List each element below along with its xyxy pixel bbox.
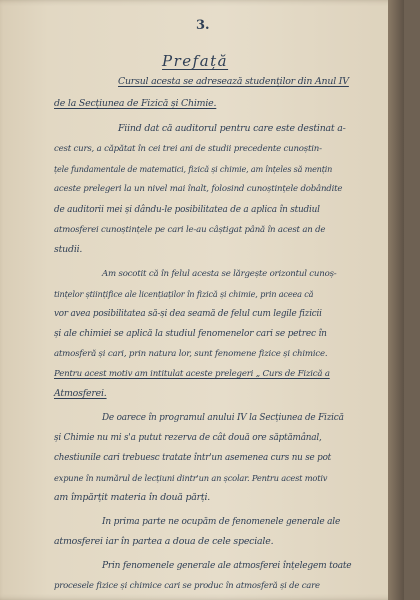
text-line: studii. xyxy=(54,244,83,255)
text-line: și ale chimiei se aplică la studiul fenomenelor cari se petrec în xyxy=(54,329,327,339)
text-line: cest curs, a căpătat în cei trei ani de studii precedente cunoștin- xyxy=(54,144,322,154)
text-line: Am socotit că în felul acesta se lărgește orizontul cunoș- xyxy=(102,269,337,279)
text-line: și Chimie nu mi s'a putut rezerva de cât două ore săptămânal, xyxy=(54,433,322,443)
text-line: Prin fenomenele generale ale atmosferei înțelegem toate xyxy=(102,561,352,571)
text-line: Pentru acest motiv am intitulat aceste prelegeri „ Curs de Fizică a xyxy=(54,369,330,379)
text-line: In prima parte ne ocupăm de fenomenele generale ale xyxy=(102,517,341,527)
page-number: 3. xyxy=(196,18,210,33)
text-line: De oarece în programul anului IV la Secțiunea de Fizică xyxy=(102,413,344,423)
text-line: atmosferă și cari, prin natura lor, sunt fenomene fizice și chimice. xyxy=(54,349,328,359)
text-line: de auditorii mei și dându-le posibilitatea de a aplica în studiul xyxy=(54,205,320,215)
text-line: Cursul acesta se adresează studenților din Anul IV xyxy=(118,76,349,87)
text-line: aceste prelegeri la un nivel mai înalt, folosind cunoștințele dobândite xyxy=(54,184,343,194)
text-line: procesele fizice și chimice cari se produc în atmosferă și de care xyxy=(54,581,320,591)
text-line: tințelor științifice ale licențiaților în fizică și chimie, prin aceea că xyxy=(54,289,314,299)
text-line: expune în numărul de lecțiuni dintr'un an școlar. Pentru acest motiv xyxy=(54,473,328,483)
text-line: Fiind dat că auditorul pentru care este destinat a- xyxy=(118,123,346,134)
text-line: atmosferei iar în partea a doua de cele speciale. xyxy=(54,536,274,547)
text-line: chestiunile cari trebuesc tratate într'un asemenea curs nu se pot xyxy=(54,453,332,463)
text-line: de la Secțiunea de Fizică și Chimie. xyxy=(54,98,217,109)
text-line: țele fundamentale de matematici, fizică și chimie, am înțeles să mențin xyxy=(54,164,333,174)
text-line: Atmosferei. xyxy=(54,388,107,399)
text-line: am împărțit materia în două părți. xyxy=(54,492,211,503)
page-title: Prefață xyxy=(162,52,229,70)
text-line: vor avea posibilitatea să-și dea seamă de felul cum legile fizicii xyxy=(54,309,322,319)
page-edge-shadow xyxy=(388,0,404,600)
text-line: atmosferei cunoștințele pe cari le-au câștigat până în acest an de xyxy=(54,225,326,235)
